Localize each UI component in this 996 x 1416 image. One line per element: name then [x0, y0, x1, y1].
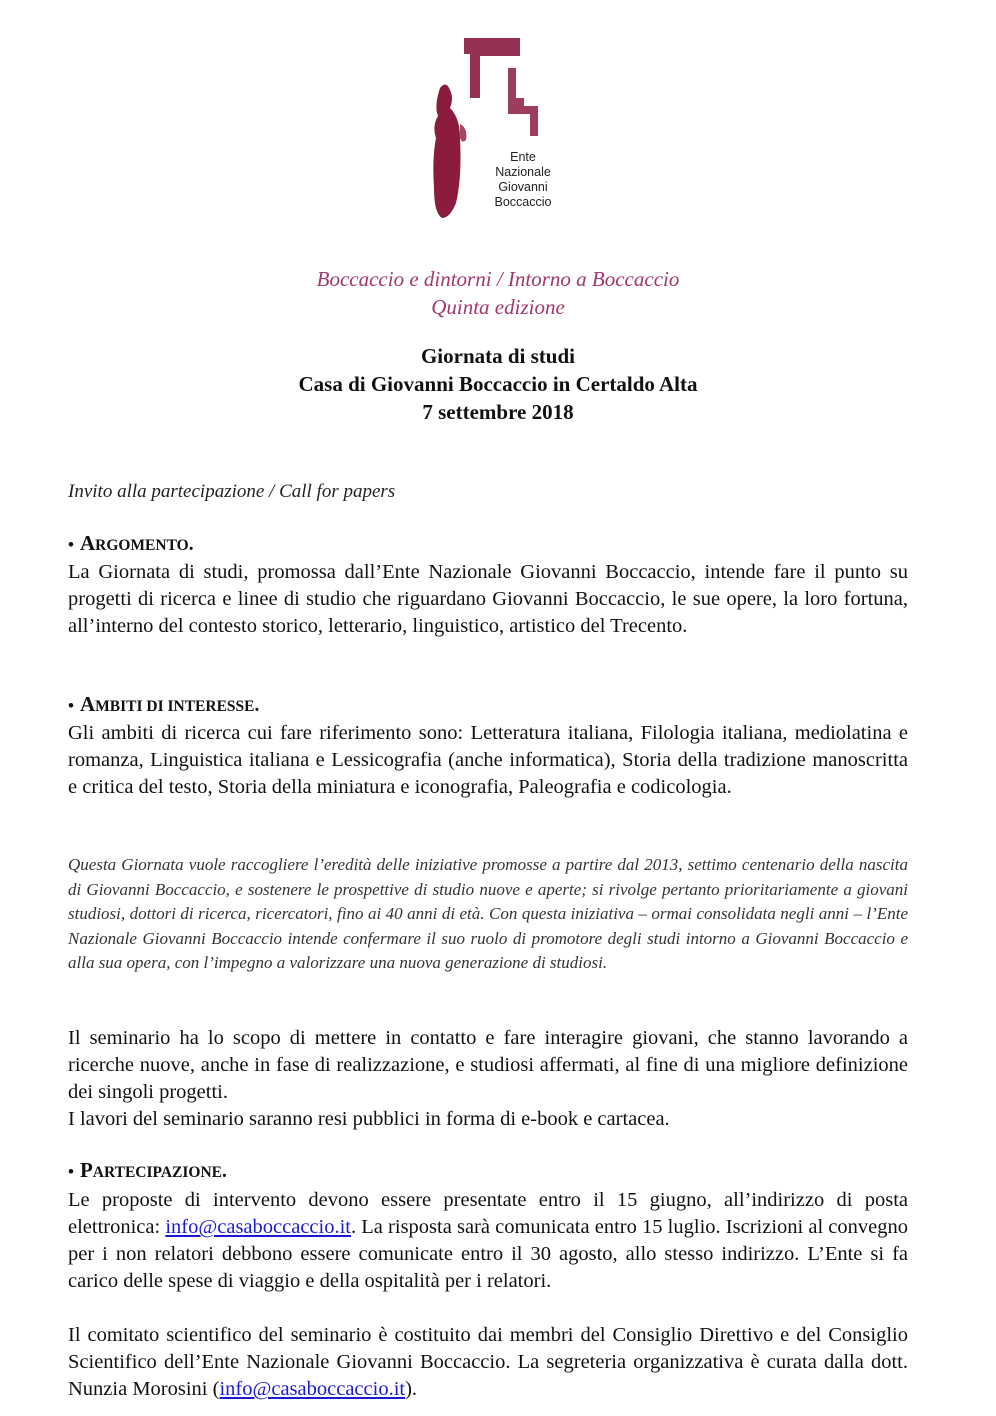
heading-rest: ARTECIPAZIONE — [92, 1164, 222, 1181]
heading-dot: . — [188, 534, 194, 555]
event-title: Giornata di studi — [420, 344, 576, 368]
event-date: 7 settembre 2018 — [422, 400, 574, 424]
seminar-text: Il seminario ha lo scopo di mettere in contatto e fare interagire giovani, che stanno lavorando a ricerche nuove, anche in fase di realizzazione, e studiosi affermati, al fine di una migliore definizione dei singoli progetti. — [68, 1027, 908, 1103]
logo-line: Boccaccio — [494, 195, 552, 209]
committee-text-b: ). — [405, 1378, 418, 1400]
ambiti-note: Questa Giornata vuole raccogliere l’eredità delle iniziative promosse a partire dal 2013, settimo centenario della nascita di Giovanni Boccaccio, e sostenere le prospettive di studio nuove e aperte; si rivolge pertanto prioritariamente a giovani studiosi, dottori di ricerca, ricercatori, fino ai 40 anni di età. Con questa iniziativa – ormai consolidata negli anni – l’Ente Nazionale Giovanni Boccaccio intende confermare il suo ruolo di promotore degli studi intorno a Giovanni Boccaccio e alla sua opera, con l’impegno a valorizzare una nuova generazione di studiosi. — [68, 855, 908, 972]
logo-line: Giovanni — [498, 180, 548, 194]
heading-dot: . — [222, 1161, 227, 1182]
bullet-icon: • — [68, 1162, 74, 1181]
partecipazione-text-a: Le proposte di intervento devono essere presentate entro il 15 giugno, all’indirizzo di posta elettronica: — [68, 1189, 908, 1238]
argomento-text: La Giornata di studi, promossa dall’Ente Nazionale Giovanni Boccaccio, intende fare il punto su progetti di ricerca e linee di studio che riguardano Giovanni Boccaccio, le sue opere, la loro fortuna, all’interno del contesto storico, letterario, linguistico, artistico del Trecento. — [68, 561, 908, 637]
heading-initial: A — [79, 531, 96, 555]
series-title: Boccaccio e dintorni / Intorno a Boccaccio — [316, 267, 680, 291]
logo-line: Nazionale — [495, 165, 551, 179]
committee-text — [68, 1322, 908, 1403]
edition-label: Quinta edizione — [431, 295, 565, 319]
secretary-email-link[interactable]: info@casaboccaccio.it — [219, 1378, 406, 1400]
heading-rest: MBITI DI INTERESSE — [95, 698, 255, 715]
heading-rest: RGOMENTO — [95, 537, 189, 554]
partecipazione-text — [68, 1187, 908, 1295]
call-for-papers-label: Invito alla partecipazione / Call for papers — [68, 481, 396, 502]
section-heading-argomento — [68, 531, 194, 556]
ente-boccaccio-logo — [420, 28, 562, 244]
ambiti-text: Gli ambiti di ricerca cui fare riferimento sono: Letteratura italiana, Filologia italiana, mediolatina e romanza, Linguistica italiana e Lessicografia (anche informatica), Storia della tradizione manoscritta e critica del testo, Storia della miniatura e iconografia, Paleografia e codicologia. — [68, 722, 908, 798]
logo-text — [478, 150, 568, 210]
section-heading-partecipazione — [68, 1158, 227, 1183]
bullet-icon: • — [68, 696, 74, 715]
logo-line: Ente — [510, 150, 536, 164]
publication-text: I lavori del seminario saranno resi pubblici in forma di e-book e cartacea. — [68, 1108, 670, 1130]
boccaccio-figure-icon — [420, 28, 562, 244]
committee-text-a: Il comitato scientifico del seminario è costituito dai membri del Consiglio Direttivo e del Consiglio Scientifico dell’Ente Nazionale Giovanni Boccaccio. La segreteria organizzativa è curata dalla dott. Nunzia Morosini ( — [68, 1324, 908, 1400]
event-venue: Casa di Giovanni Boccaccio in Certaldo Alta — [298, 372, 698, 396]
heading-initial: A — [79, 692, 96, 716]
email-link[interactable]: info@casaboccaccio.it — [165, 1216, 351, 1238]
bullet-icon: • — [68, 535, 74, 554]
heading-initial: P — [79, 1158, 93, 1182]
partecipazione-text-b: . La risposta sarà comunicata entro 15 luglio. Iscrizioni al convegno per i non relatori debbono essere comunicate entro il 30 agosto, allo stesso indirizzo. L’Ente si fa carico delle spese di viaggio e della ospitalità per i relatori. — [68, 1216, 908, 1292]
section-heading-ambiti — [68, 692, 259, 717]
heading-dot: . — [254, 695, 260, 716]
